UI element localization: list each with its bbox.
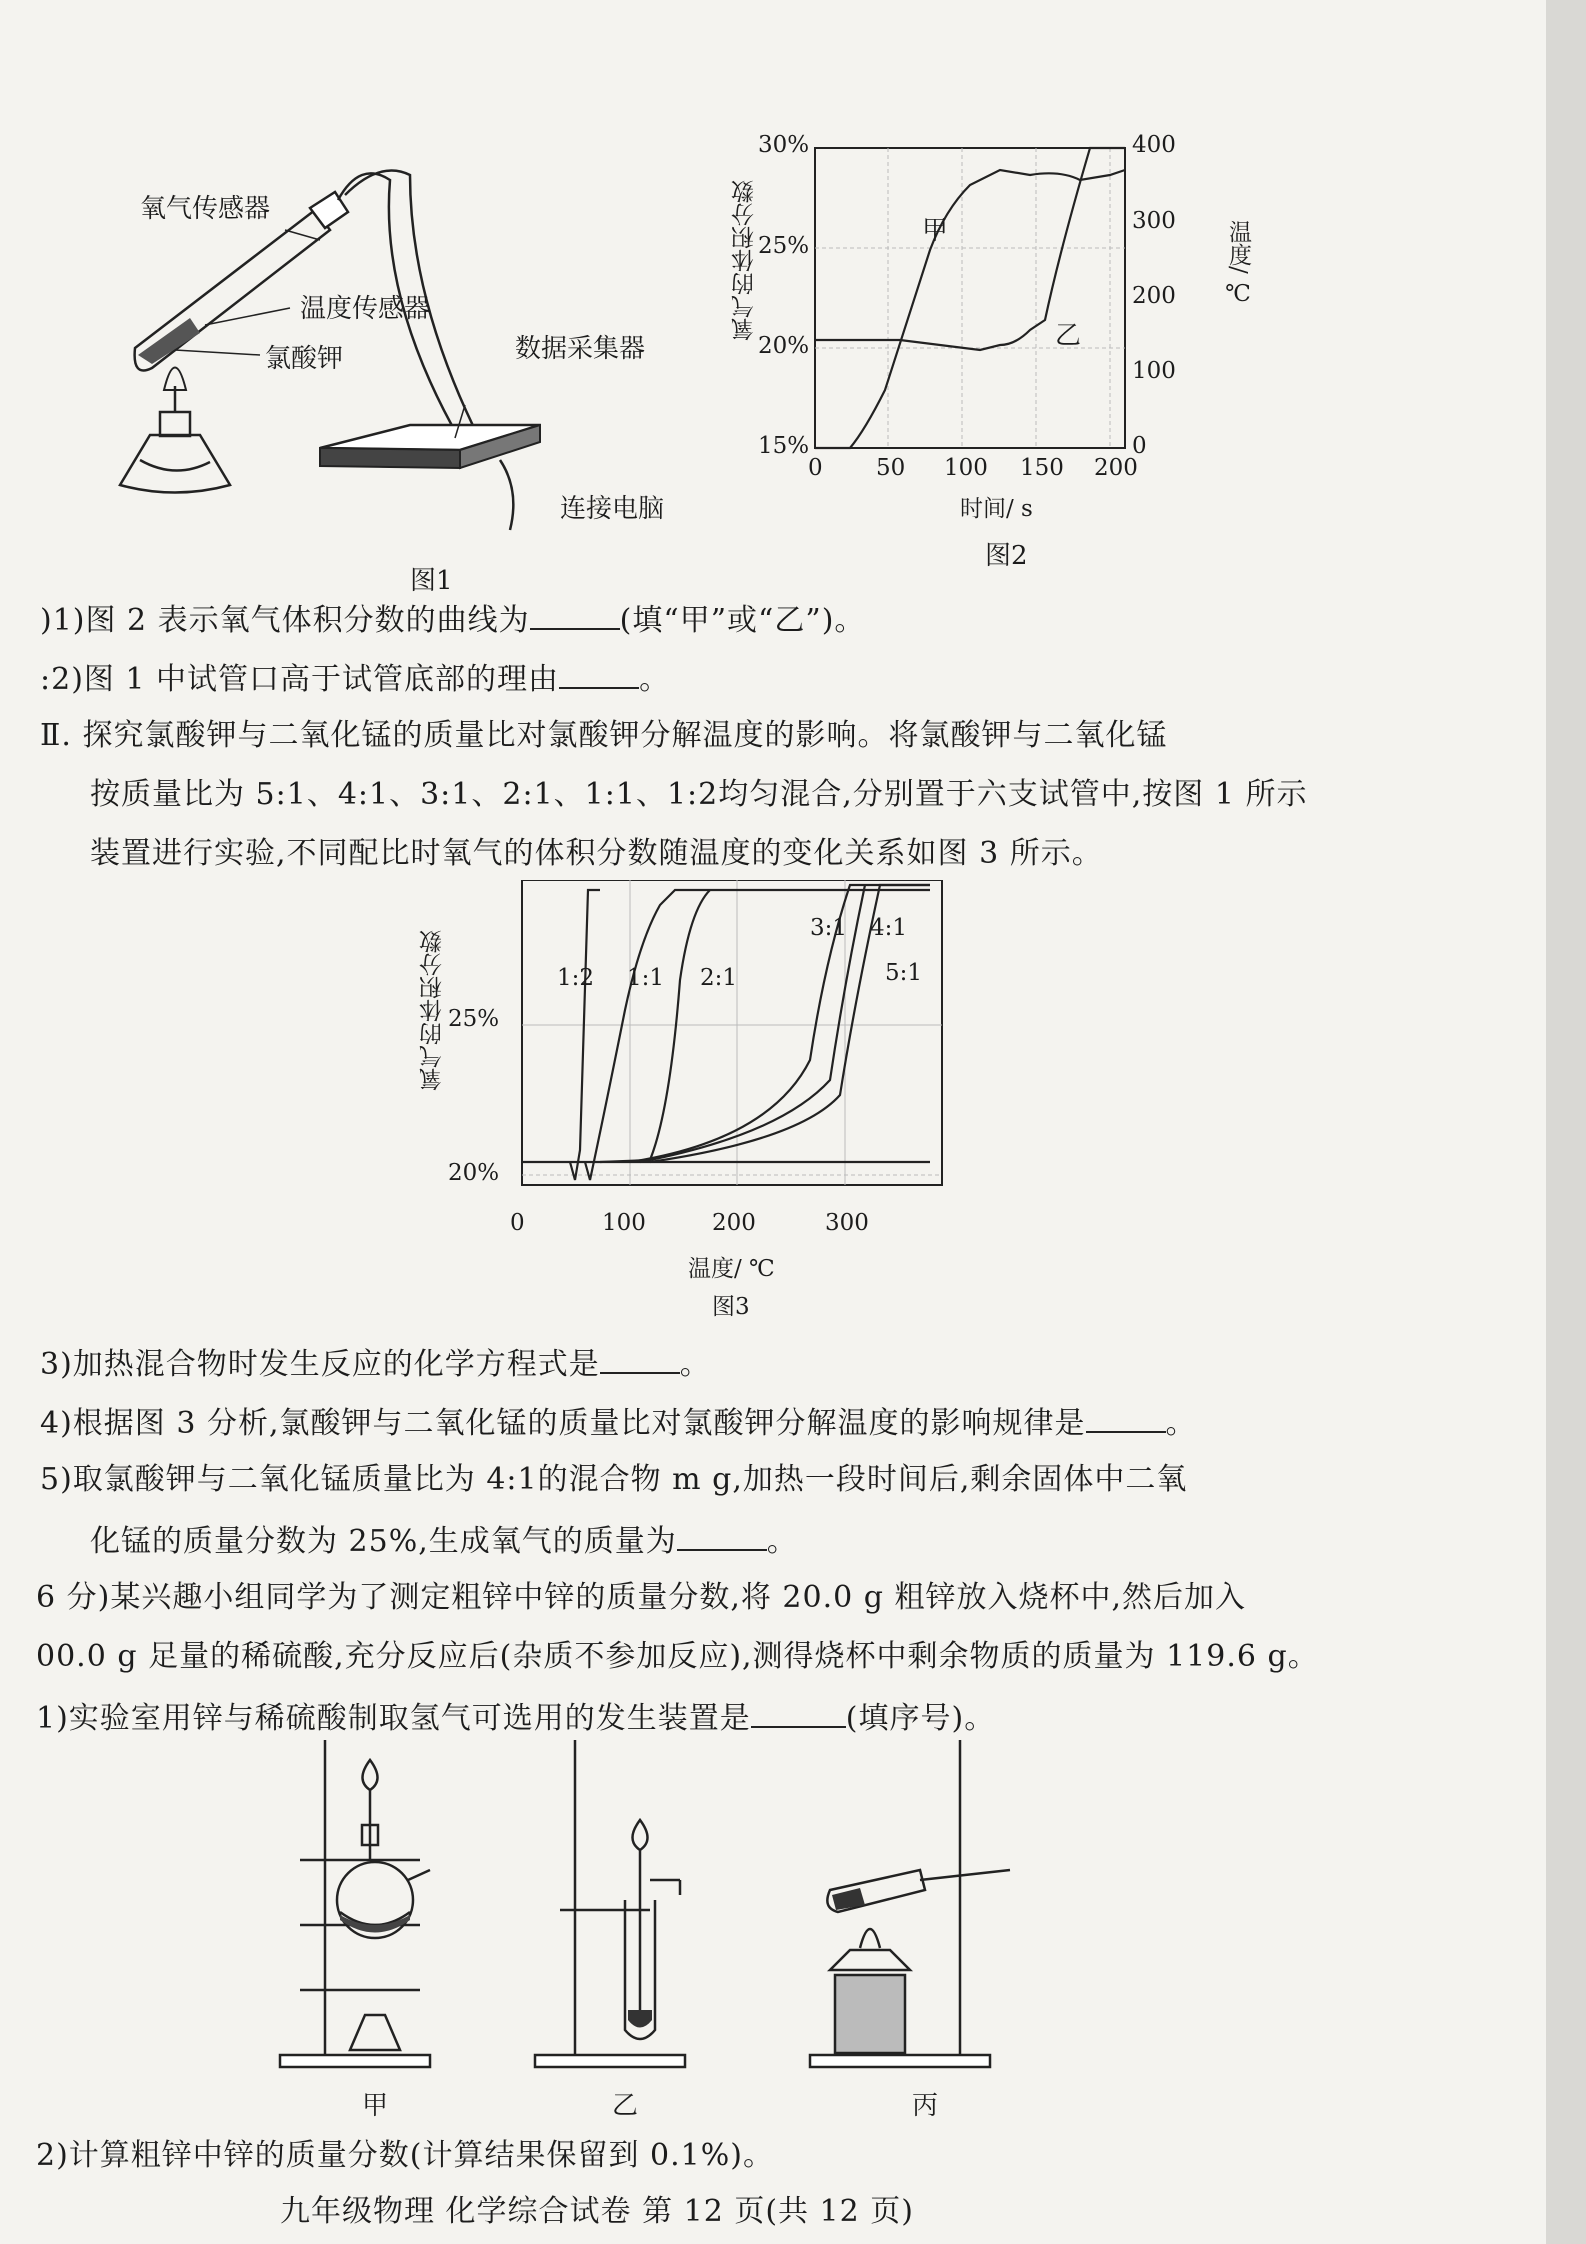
fig2-left-tick: 20% bbox=[758, 333, 810, 359]
page-footer: 九年级物理 化学综合试卷 第 12 页(共 12 页) bbox=[280, 2194, 914, 2229]
fig2-right-tick: 400 bbox=[1132, 132, 1176, 158]
fig2-x-tick: 150 bbox=[1020, 455, 1064, 481]
fig2-x-tick: 50 bbox=[876, 455, 906, 481]
answer-blank[interactable] bbox=[559, 657, 639, 689]
apparatus-yi-label: 乙 bbox=[612, 2091, 639, 2121]
label-oxygen-sensor: 氧气传感器 bbox=[140, 194, 271, 224]
answer-blank[interactable] bbox=[751, 1696, 846, 1728]
fig2-x-tick: 200 bbox=[1094, 455, 1138, 481]
question-2-end: 。 bbox=[639, 662, 671, 697]
fig3-x-axis-label: 温度/ ℃ bbox=[688, 1256, 775, 1282]
question-2 bbox=[40, 657, 670, 700]
question-4 bbox=[40, 1401, 1197, 1444]
apparatus-jia-label: 甲 bbox=[362, 2091, 389, 2121]
answer-blank[interactable] bbox=[1086, 1401, 1166, 1433]
question-4-end: 。 bbox=[1165, 1406, 1197, 1441]
question-2-text: :2)图 1 中试管口高于试管底部的理由 bbox=[40, 662, 560, 697]
question-3 bbox=[40, 1342, 711, 1385]
fig3-x-tick: 300 bbox=[825, 1210, 869, 1236]
fig2-x-axis-label: 时间/ s bbox=[960, 496, 1033, 522]
part-2-line-1: Ⅱ. 探究氯酸钾与二氧化锰的质量比对氯酸钾分解温度的影响。将氯酸钾与二氧化锰 bbox=[40, 718, 1168, 753]
figure-3-caption: 图3 bbox=[712, 1294, 750, 1320]
question-5-line-2 bbox=[90, 1519, 798, 1562]
page-edge-shadow bbox=[1546, 0, 1586, 2244]
label-temperature-sensor: 温度传感器 bbox=[300, 294, 431, 324]
fig2-left-axis-label: 氧气的体积分数 bbox=[732, 180, 758, 341]
fig2-series-jia-label: 甲 bbox=[922, 216, 949, 246]
fig3-curve-label: 4:1 bbox=[870, 915, 908, 941]
fig2-left-tick: 30% bbox=[758, 132, 810, 158]
fig2-right-tick: 300 bbox=[1132, 208, 1176, 234]
fig3-curve-label: 3:1 bbox=[810, 915, 848, 941]
answer-blank[interactable] bbox=[530, 598, 620, 630]
fig3-x-tick: 100 bbox=[602, 1210, 646, 1236]
question-6-1-text: 1)实验室用锌与稀硫酸制取氢气可选用的发生装置是 bbox=[36, 1701, 751, 1736]
apparatus-bing-label: 丙 bbox=[912, 2091, 939, 2121]
fig2-series-yi-label: 乙 bbox=[1055, 321, 1082, 351]
fig2-left-tick: 15% bbox=[758, 433, 810, 459]
question-4-text: 4)根据图 3 分析,氯酸钾与二氧化锰的质量比对氯酸钾分解温度的影响规律是 bbox=[40, 1406, 1086, 1441]
fig3-y-tick: 20% bbox=[448, 1160, 500, 1186]
question-5-end: 。 bbox=[766, 1524, 798, 1559]
part-2-line-2: 按质量比为 5:1、4:1、3:1、2:1、1:1、1:2均匀混合,分别置于六支试管中,按图 1 所示 bbox=[90, 777, 1308, 812]
fig3-curve-label: 2:1 bbox=[700, 965, 738, 991]
figure-2-caption: 图2 bbox=[985, 541, 1028, 571]
answer-blank[interactable] bbox=[677, 1519, 767, 1551]
fig2-right-tick: 200 bbox=[1132, 283, 1176, 309]
question-1-text: )1)图 2 表示氧气体积分数的曲线为 bbox=[40, 603, 530, 638]
fig3-curve-label: 1:2 bbox=[557, 965, 595, 991]
question-6-2: 2)计算粗锌中锌的质量分数(计算结果保留到 0.1%)。 bbox=[36, 2138, 774, 2173]
fig3-curve-label: 1:1 bbox=[627, 965, 665, 991]
question-1 bbox=[40, 598, 865, 641]
fig3-y-tick: 25% bbox=[448, 1006, 500, 1032]
apparatus-figure bbox=[270, 1730, 1070, 2080]
fig2-right-tick: 100 bbox=[1132, 358, 1176, 384]
question-1-hint: (填“甲”或“乙”)。 bbox=[619, 603, 866, 638]
question-6-1-hint: (填序号)。 bbox=[845, 1701, 996, 1736]
question-6-line-2: 00.0 g 足量的稀硫酸,充分反应后(杂质不参加反应),测得烧杯中剩余物质的质量为 119.6 g。 bbox=[36, 1639, 1319, 1674]
fig3-x-tick: 200 bbox=[712, 1210, 756, 1236]
question-6-line-1: 6 分)某兴趣小组同学为了测定粗锌中锌的质量分数,将 20.0 g 粗锌放入烧杯中,然后加入 bbox=[36, 1580, 1247, 1615]
fig2-right-axis-label: 温度/ ℃ bbox=[1225, 220, 1251, 308]
part-2-line-3: 装置进行实验,不同配比时氧气的体积分数随温度的变化关系如图 3 所示。 bbox=[90, 836, 1103, 871]
figure-1-caption: 图1 bbox=[410, 566, 453, 596]
fig3-y-axis-label: 氧气的体积分数 bbox=[420, 930, 446, 1091]
fig3-curve-label: 5:1 bbox=[885, 960, 923, 986]
question-5-text: 化锰的质量分数为 25%,生成氧气的质量为 bbox=[90, 1524, 677, 1559]
label-potassium-chlorate: 氯酸钾 bbox=[265, 344, 344, 374]
fig2-x-tick: 0 bbox=[808, 455, 823, 481]
question-3-text: 3)加热混合物时发生反应的化学方程式是 bbox=[40, 1347, 600, 1382]
label-data-collector: 数据采集器 bbox=[515, 334, 646, 364]
fig3-x-tick: 0 bbox=[510, 1210, 525, 1236]
fig2-x-tick: 100 bbox=[944, 455, 988, 481]
question-3-end: 。 bbox=[679, 1347, 711, 1382]
fig2-left-tick: 25% bbox=[758, 233, 810, 259]
answer-blank[interactable] bbox=[600, 1342, 680, 1374]
fig2-right-tick: 0 bbox=[1132, 433, 1147, 459]
label-connect-computer: 连接电脑 bbox=[560, 494, 665, 524]
question-5-line-1: 5)取氯酸钾与二氧化锰质量比为 4:1的混合物 m g,加热一段时间后,剩余固体中二氧 bbox=[40, 1462, 1188, 1497]
